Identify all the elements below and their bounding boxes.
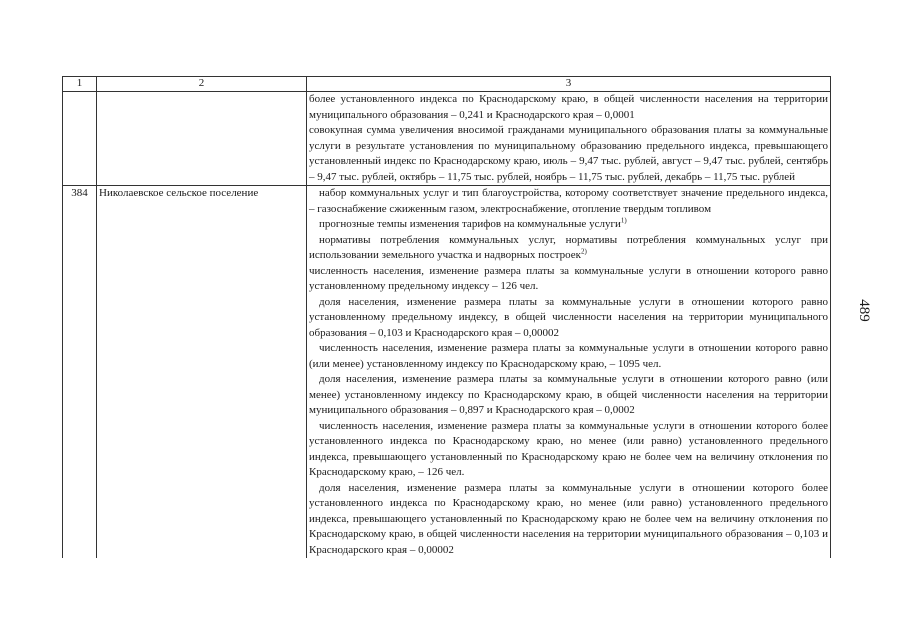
row-content-cell	[307, 186, 831, 559]
table-row	[63, 186, 831, 559]
paragraph-text: прогнозные темпы изменения тарифов на коммунальные услуги	[319, 218, 621, 230]
header-col-2: 2	[97, 77, 307, 92]
footnote-ref: 1)	[620, 216, 627, 225]
content-paragraph: совокупная сумма увеличения вносимой гражданами муниципального образования платы за коммунальные услуги в результате установления по муниципальному образованию предельного индекса, превышающего установленный индекс по Краснодарскому краю, июль – 9,47 тыс. рублей, август – 9,47 тыс. рублей, сентябрь – 9,47 тыс. рублей, октябрь – 11,75 тыс. рублей, ноябрь – 11,75 тыс. рублей, декабрь – 11,75 тыс. рублей	[309, 124, 828, 183]
content-paragraph: более установленного индекса по Краснодарскому краю, в общей численности населения на территории муниципального образования – 0,241 и Краснодарского края – 0,0001	[309, 93, 828, 121]
row-name-cell	[97, 92, 307, 186]
content-paragraph: набор коммунальных услуг и тип благоустройства, которому соответствует значение предельного индекса, – газоснабжение сжиженным газом, электроснабжение, отопление твердым топливом	[309, 187, 828, 215]
indices-table	[62, 76, 831, 558]
table-header-row	[63, 77, 831, 92]
header-col-1: 1	[63, 77, 97, 92]
content-paragraph: доля населения, изменение размера платы за коммунальные услуги в отношении которого равно установленному предельному индексу, в общей численности населения на территории муниципального образования – 0,103 и Краснодарского края – 0,00002	[309, 295, 828, 339]
content-paragraph: численность населения, изменение размера платы за коммунальные услуги в отношении которого равно установленному предельному индексу – 126 чел.	[309, 264, 828, 292]
paragraph-text: нормативы потребления коммунальных услуг, нормативы потребления коммунальных услуг при использовании земельного участка и надворных построек	[309, 233, 828, 261]
page-number: 489	[855, 299, 872, 322]
row-number-cell	[63, 92, 97, 186]
content-paragraph	[309, 217, 828, 233]
content-paragraph: численность населения, изменение размера платы за коммунальные услуги в отношении которого более установленного индекса по Краснодарскому краю, но менее (или равно) установленного предельного индекса, превышающего установленный по Краснодарскому краю не более чем на величину отклонения по Краснодарскому краю, – 126 чел.	[309, 419, 828, 478]
content-paragraph	[309, 233, 828, 264]
header-col-3: 3	[307, 77, 831, 92]
row-name-cell: Николаевское сельское поселение	[97, 186, 307, 559]
content-paragraph: доля населения, изменение размера платы за коммунальные услуги в отношении которого более установленного индекса по Краснодарскому краю, но менее (или равно) установленного предельного индекса, превышающего установленный по Краснодарскому краю не более чем на величину отклонения по Краснодарскому краю, в общей численности населения на территории муниципального образования – 0,103 и Краснодарского края – 0,00002	[309, 481, 828, 556]
row-number-cell: 384	[63, 186, 97, 559]
row-content-cell	[307, 92, 831, 186]
content-paragraph: доля населения, изменение размера платы за коммунальные услуги в отношении которого равно (или менее) установленному индексу по Краснодарскому краю, в общей численности населения на территории муниципального образования – 0,897 и Краснодарского края – 0,0002	[309, 373, 828, 416]
table-row	[63, 92, 831, 186]
footnote-ref: 2)	[581, 247, 587, 256]
content-paragraph: численность населения, изменение размера платы за коммунальные услуги в отношении которого равно (или менее) установленному индексу по Краснодарскому краю, – 1095 чел.	[309, 342, 828, 370]
